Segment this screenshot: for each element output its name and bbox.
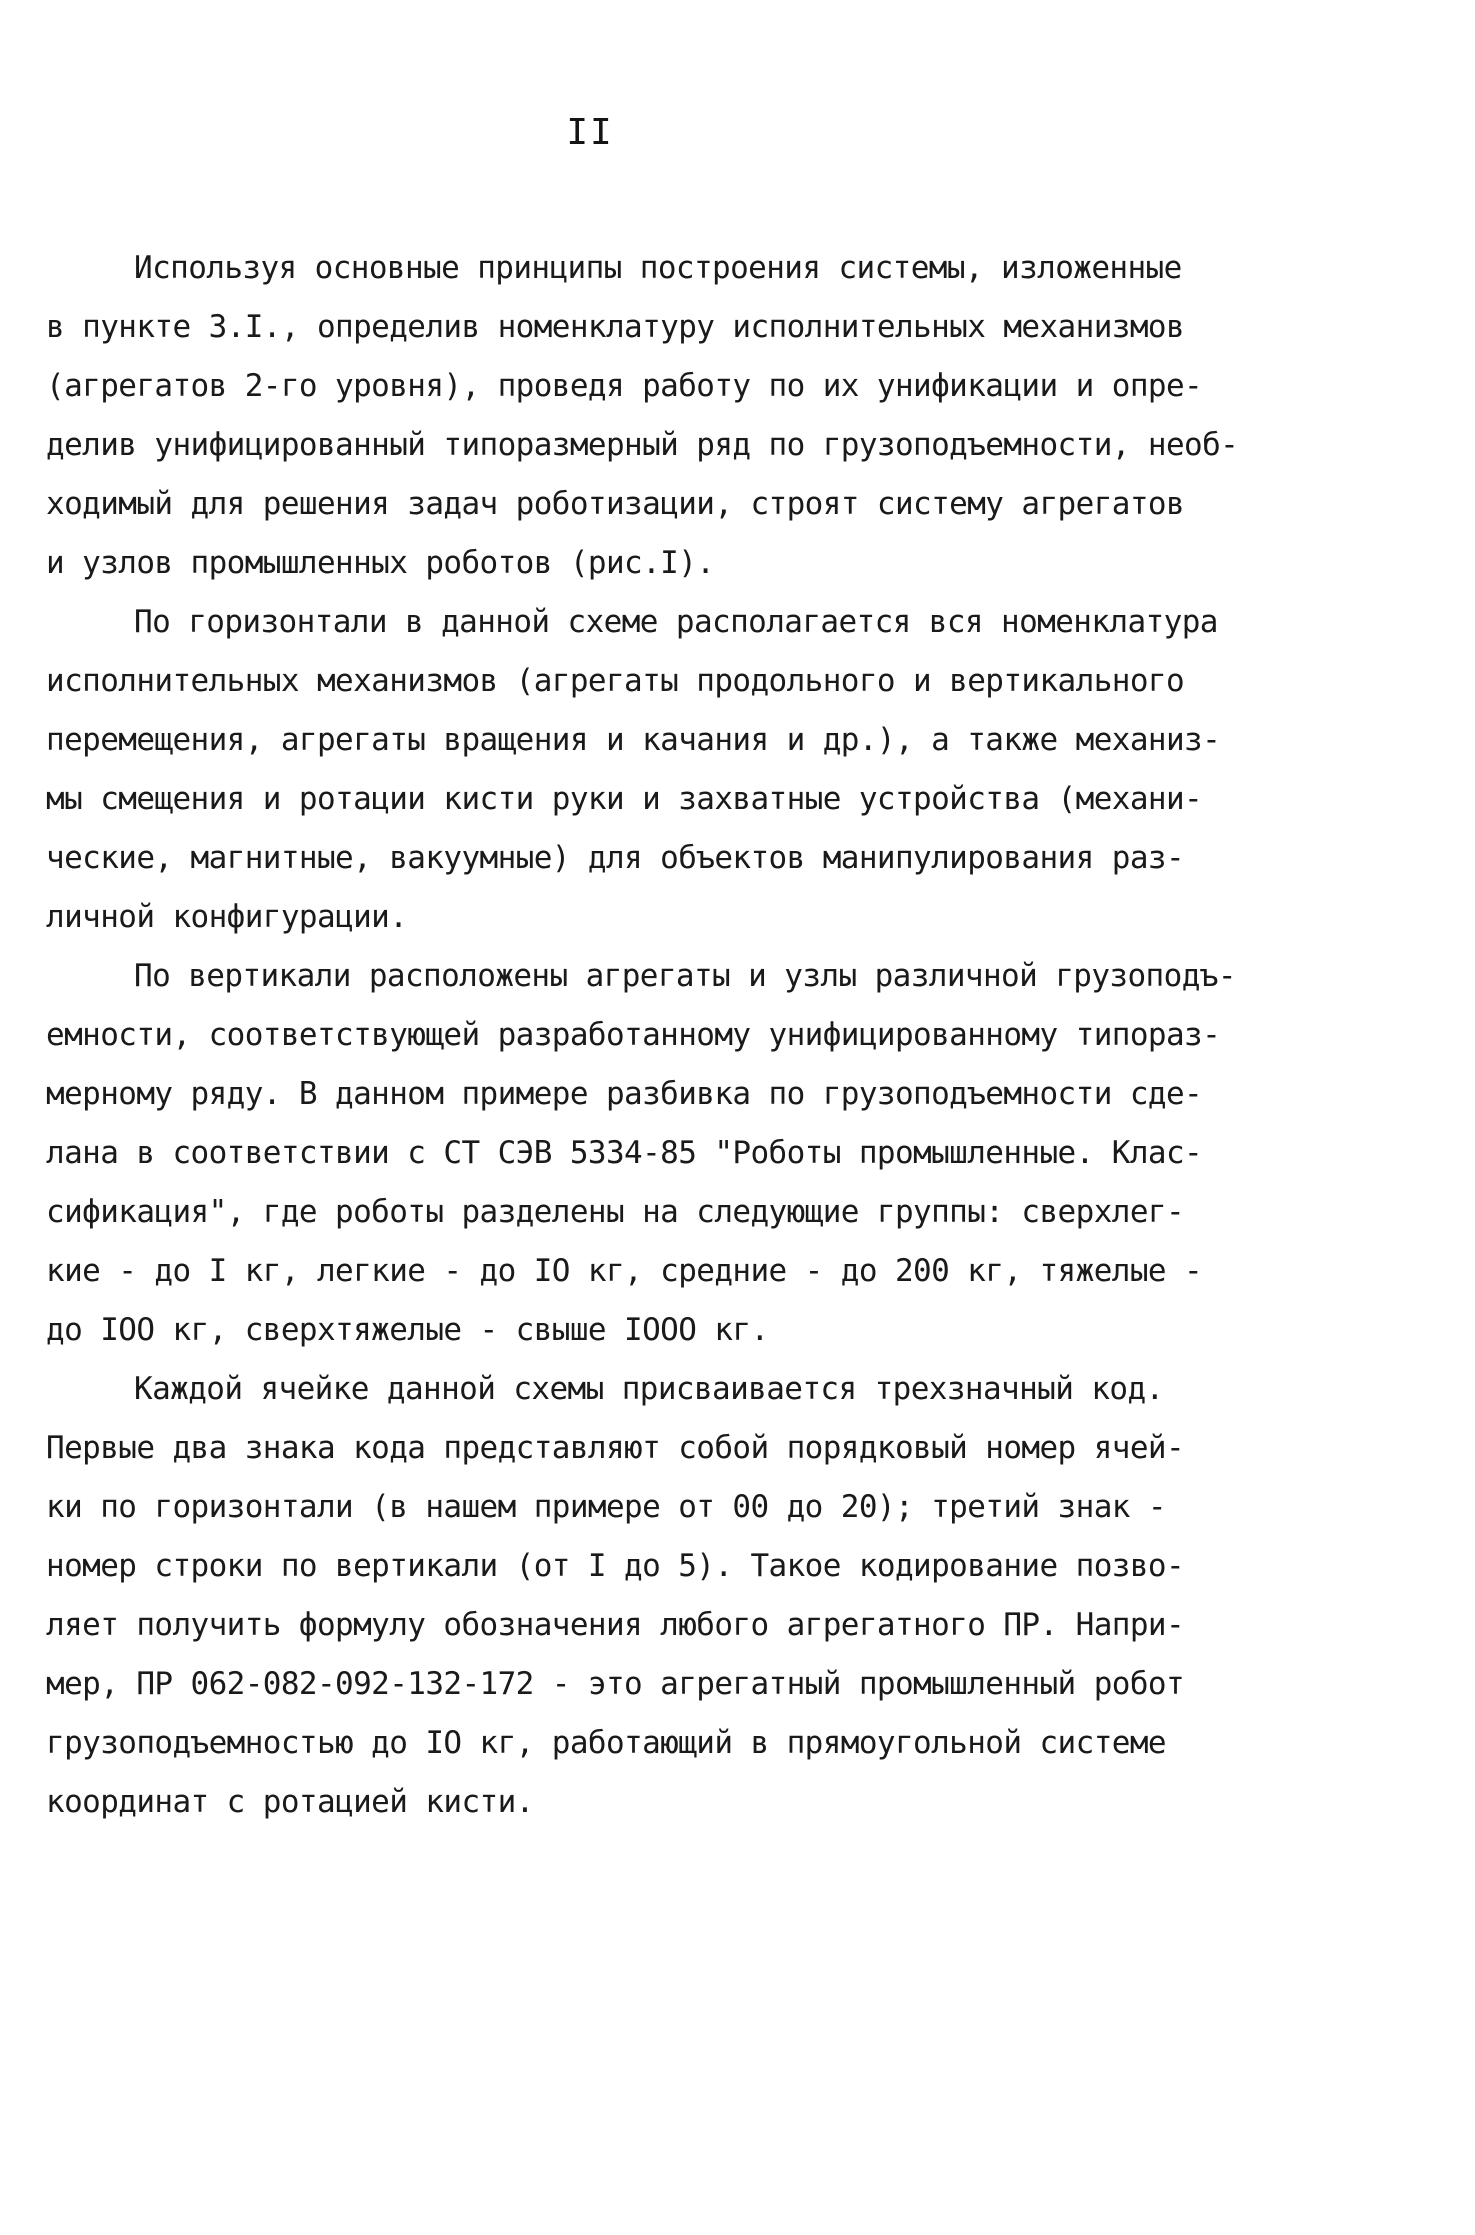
paragraph-4-line-7: грузоподъемностью до IO кг, работающий в прямоугольной системе	[46, 1725, 1166, 1761]
paragraph-1-line-3: (агрегатов 2-го уровня), проведя работу по их унификации и опре-	[46, 368, 1203, 404]
paragraph-2-line-3: перемещения, агрегаты вращения и качания и др.), а также механиз-	[46, 722, 1221, 758]
paragraph-4-line-3: ки по горизонтали (в нашем примере от 00 до 20); третий знак -	[46, 1489, 1166, 1525]
paragraph-4-line-1: Каждой ячейке данной схемы присваивается трехзначный код.	[134, 1371, 1164, 1407]
paragraph-4-line-5: ляет получить формулу обозначения любого агрегатного ПР. Напри-	[46, 1607, 1185, 1643]
paragraph-4-line-4: номер строки по вертикали (от I до 5). Такое кодирование позво-	[46, 1548, 1185, 1584]
paragraph-2-line-5: ческие, магнитные, вакуумные) для объектов манипулирования раз-	[46, 840, 1185, 876]
paragraph-3-line-5: сификация", где роботы разделены на следующие группы: сверхлег-	[46, 1194, 1185, 1230]
paragraph-1-line-5: ходимый для решения задач роботизации, строят систему агрегатов	[46, 486, 1185, 522]
paragraph-1-line-6: и узлов промышленных роботов (рис.I).	[46, 545, 715, 581]
paragraph-2-line-4: мы смещения и ротации кисти руки и захватные устройства (механи-	[46, 781, 1203, 817]
paragraph-1-line-2: в пункте 3.I., определив номенклатуру исполнительных механизмов	[46, 309, 1185, 345]
paragraph-1-line-1: Используя основные принципы построения системы, изложенные	[134, 250, 1182, 286]
paragraph-3-line-2: емности, соответствующей разработанному унифицированному типораз-	[46, 1017, 1221, 1053]
paragraph-1-line-4: делив унифицированный типоразмерный ряд по грузоподъемности, необ-	[46, 427, 1239, 463]
paragraph-4-line-6: мер, ПР 062-082-092-132-172 - это агрегатный промышленный робот	[46, 1666, 1185, 1702]
paragraph-3-line-1: По вертикали расположены агрегаты и узлы различной грузоподъ-	[134, 958, 1236, 994]
paragraph-4-line-2: Первые два знака кода представляют собой порядковый номер ячей-	[46, 1430, 1185, 1466]
paragraph-3-line-3: мерному ряду. В данном примере разбивка по грузоподъемности сде-	[46, 1076, 1203, 1112]
paragraph-3-line-6: кие - до I кг, легкие - до IO кг, средние - до 200 кг, тяжелые -	[46, 1253, 1203, 1289]
paragraph-2-line-6: личной конфигурации.	[46, 899, 408, 935]
paragraph-2-line-2: исполнительных механизмов (агрегаты продольного и вертикального	[46, 663, 1185, 699]
page-number: II	[566, 112, 614, 153]
paragraph-3-line-4: лана в соответствии с СТ СЭВ 5334-85 "Роботы промышленные. Клас-	[46, 1135, 1203, 1171]
paragraph-4-line-8: координат с ротацией кисти.	[46, 1784, 534, 1820]
paragraph-3-line-7: до IOO кг, сверхтяжелые - свыше IOOO кг.	[46, 1312, 769, 1348]
paragraph-2-line-1: По горизонтали в данной схеме располагается вся номенклатура	[134, 604, 1218, 640]
